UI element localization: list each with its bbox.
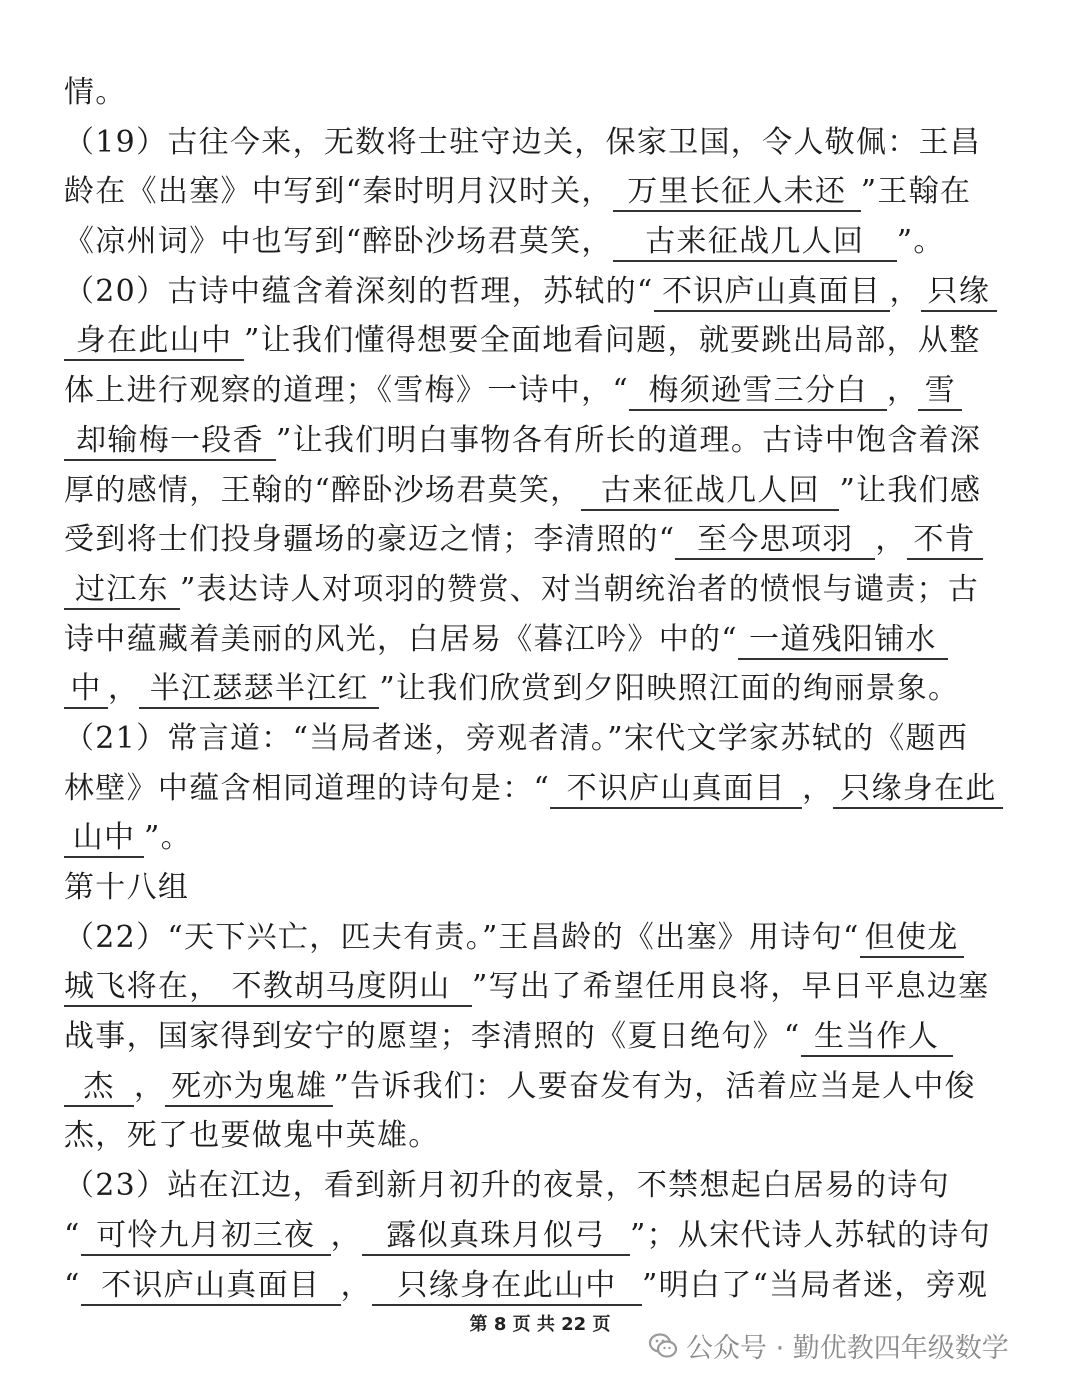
- watermark: [648, 1326, 1009, 1365]
- line-text: ，: [802, 770, 834, 806]
- line-text: ，: [887, 373, 919, 409]
- line-text: 情。: [64, 75, 127, 110]
- answer-blank: 城飞将在，: [64, 969, 210, 1007]
- answer-blank: 一道残阳铺水: [738, 622, 948, 660]
- line-text: ”让我们欣赏到夕阳映照江面的绚丽景象。: [379, 671, 960, 707]
- line-text: （19）古往今来，无数将士驻守边关，保家卫国，令人敬佩：王昌: [64, 124, 982, 160]
- text-line: [64, 1211, 1018, 1261]
- answer-blank: 雪: [918, 373, 962, 411]
- text-line: [64, 1012, 1018, 1062]
- line-text: ”告诉我们：人要奋发有为，活着应当是人中俊: [333, 1068, 976, 1104]
- answer-blank: 可怜九月初三夜: [81, 1218, 331, 1256]
- line-text: “: [64, 1267, 81, 1303]
- answer-blank: 死亦为鬼雄: [165, 1069, 333, 1107]
- answer-blank: 古来征战几人回: [613, 224, 897, 262]
- line-text: ”。: [896, 224, 945, 260]
- answer-blank: 身在此山中: [64, 323, 244, 361]
- line-text: 受到将士们投身疆场的豪迈之情；李清照的“: [64, 522, 676, 558]
- answer-blank: 露似真珠月似弓: [362, 1218, 630, 1256]
- line-text: ，: [108, 671, 140, 707]
- line-text: ”表达诗人对项羽的赞赏、对当朝统治者的愤恨与谴责；古: [180, 571, 980, 607]
- line-text: ”；从宋代诗人苏轼的诗句: [629, 1217, 991, 1253]
- text-line: [64, 615, 1018, 665]
- line-text: ，: [134, 1068, 166, 1104]
- line-text: 诗中蕴藏着美丽的风光，白居易《暮江吟》中的“: [64, 621, 738, 657]
- text-line: [64, 1111, 1018, 1161]
- answer-blank: 古来征战几人回: [581, 473, 839, 511]
- answer-blank: 不教胡马度阴山: [210, 969, 472, 1007]
- text-line: [64, 714, 1018, 764]
- text-line: [64, 962, 1018, 1012]
- answer-blank: 过江东: [64, 572, 180, 610]
- text-line: [64, 217, 1018, 267]
- answer-blank: 山中: [64, 820, 144, 858]
- answer-blank: 只缘身在此山中: [372, 1268, 642, 1306]
- answer-blank: 梅须逊雪三分白: [629, 373, 887, 411]
- line-text: ”。: [144, 820, 192, 856]
- answer-blank: 不识庐山真面目: [81, 1268, 341, 1306]
- line-text: 厚的感情，王翰的“醉卧沙场君莫笑，: [64, 472, 582, 508]
- answer-blank: 至今思项羽: [675, 522, 875, 560]
- line-text: 体上进行观察的道理；《雪梅》一诗中，“: [64, 373, 630, 409]
- text-line: [64, 316, 1018, 366]
- line-text: ，: [875, 522, 907, 558]
- text-line: [64, 664, 1018, 714]
- line-text: 龄在《出塞》中写到“秦时明月汉时关，: [64, 174, 613, 210]
- line-text: 杰，死了也要做鬼中英雄。: [64, 1118, 440, 1154]
- text-line: [64, 416, 1018, 466]
- line-text: ”让我们感: [839, 472, 982, 508]
- text-line: [64, 167, 1018, 217]
- answer-blank: 却输梅一段香: [64, 423, 276, 461]
- answer-blank: 半江瑟瑟半江红: [139, 671, 379, 709]
- text-line: [64, 68, 1018, 118]
- text-line: [64, 466, 1018, 516]
- line-text: ”王翰在: [860, 174, 972, 210]
- line-text: （20）古诗中蕴含着深刻的哲理，苏轼的“: [64, 273, 654, 309]
- text-line: [64, 813, 1018, 863]
- answer-blank: 只缘身在此: [833, 771, 1003, 809]
- answer-blank: 不识庐山真面目: [654, 274, 890, 312]
- line-text: “: [64, 1217, 81, 1253]
- answer-blank: 中: [64, 671, 108, 709]
- answer-blank: 生当作人: [801, 1019, 953, 1057]
- line-text: ，: [889, 273, 921, 309]
- text-line: [64, 366, 1018, 416]
- text-line: [64, 764, 1018, 814]
- text-line: [64, 118, 1018, 168]
- answer-blank: 万里长征人未还: [613, 174, 861, 212]
- text-line: [64, 565, 1018, 615]
- line-text: ”让我们懂得想要全面地看问题，就要跳出局部，从整: [244, 323, 981, 359]
- line-text: 战事，国家得到安宁的愿望；李清照的《夏日绝句》“: [64, 1019, 801, 1055]
- text-line: [64, 515, 1018, 565]
- text-line: [64, 1261, 1018, 1311]
- text-line: [64, 863, 1018, 913]
- document-body: [64, 68, 1018, 1310]
- text-line: [64, 1062, 1018, 1112]
- line-text: 《凉州词》中也写到“醉卧沙场君莫笑，: [64, 224, 613, 260]
- wechat-icon: [648, 1331, 678, 1361]
- text-line: [64, 267, 1018, 317]
- line-text: ”明白了“当局者迷，旁观: [641, 1267, 989, 1303]
- answer-blank: 杰: [64, 1069, 134, 1107]
- line-text: ”写出了希望任用良将，早日平息边塞: [472, 969, 990, 1005]
- line-text: ，: [340, 1267, 372, 1303]
- answer-blank: 但使龙: [860, 920, 964, 958]
- answer-blank: 只缘: [921, 274, 997, 312]
- line-text: ”让我们明白事物各有所长的道理。古诗中饱含着深: [276, 422, 982, 458]
- text-line: [64, 913, 1018, 963]
- line-text: 林壁》中蕴含相同道理的诗句是：“: [64, 770, 551, 806]
- line-text: ，: [330, 1217, 362, 1253]
- line-text: （23）站在江边，看到新月初升的夜景，不禁想起白居易的诗句: [64, 1168, 950, 1204]
- watermark-text: 公众号 · 勤优教四年级数学: [686, 1333, 1009, 1364]
- line-text: 第十八组: [64, 870, 190, 905]
- page-number-footer: 第 8 页 共 22 页: [469, 1314, 611, 1335]
- answer-blank: 不肯: [907, 522, 983, 560]
- line-text: （22）“天下兴亡，匹夫有责。”王昌龄的《出塞》用诗句“: [64, 919, 860, 955]
- answer-blank: 不识庐山真面目: [550, 771, 802, 809]
- text-line: [64, 1161, 1018, 1211]
- line-text: （21）常言道：“当局者迷，旁观者清。”宋代文学家苏轼的《题西: [64, 720, 969, 756]
